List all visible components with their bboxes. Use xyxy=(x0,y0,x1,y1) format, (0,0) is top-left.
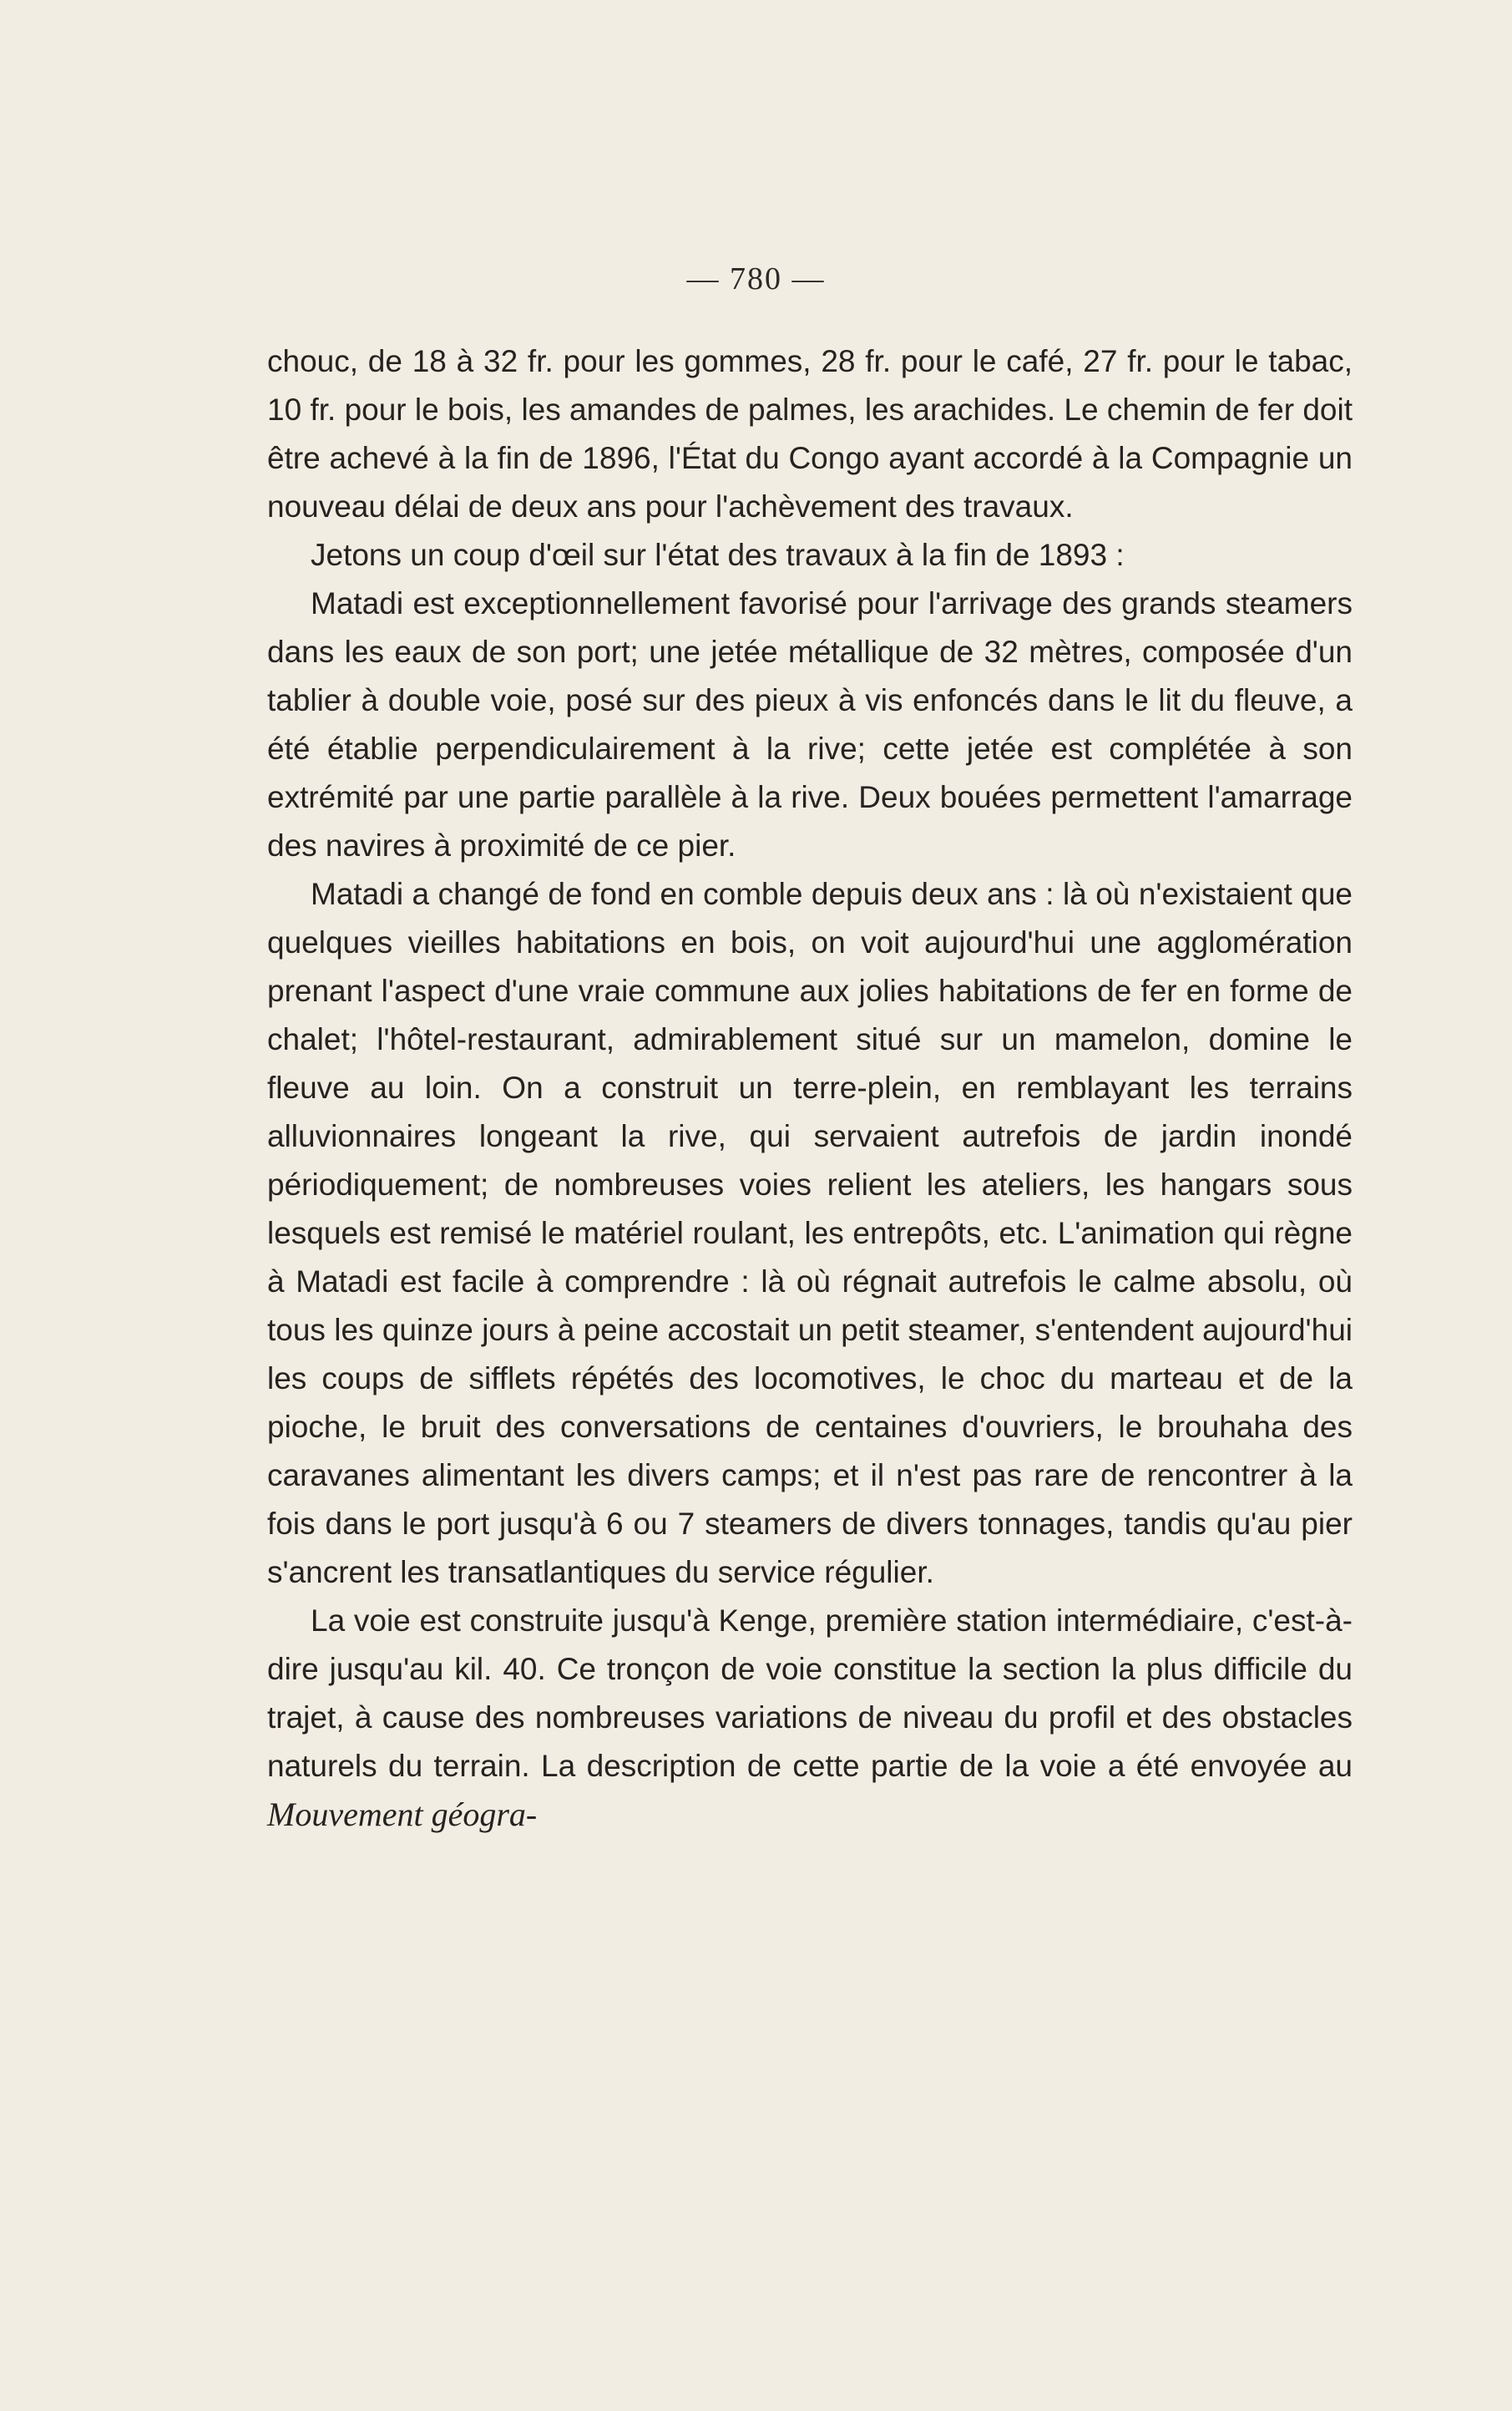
body-text xyxy=(267,337,1353,1840)
page-number: — 780 — xyxy=(686,261,826,296)
paragraph-2: Jetons un coup d'œil sur l'état des travaux à la fin de 1893 : xyxy=(311,538,1125,572)
paragraph-5-text: La voie est construite jusqu'à Kenge, première station intermédiaire, c'est-à-dire jusqu'au kil. 40. Ce tronçon de voie constitue la section la plus difficile du trajet, à cause des nombreuses variations de niveau du profil et des obstacles naturels du terrain. La description de cette partie de la voie a été envoyée au xyxy=(267,1603,1353,1783)
paragraph-1: chouc, de 18 à 32 fr. pour les gommes, 28 fr. pour le café, 27 fr. pour le tabac, 10 fr. pour le bois, les amandes de palmes, les arachides. Le chemin de fer doit être achevé à la fin de 1896, l'État du Congo ayant accordé à la Compagnie un nouveau délai de deux ans pour l'achèvement des travaux. xyxy=(267,344,1353,524)
paragraph-3: Matadi est exceptionnellement favorisé pour l'arrivage des grands steamers dans les eaux de son port; une jetée métallique de 32 mètres, composée d'un tablier à double voie, posé sur des pieux à vis enfoncés dans le lit du fleuve, a été établie perpendiculairement à la rive; cette jetée est complétée à son extrémité par une partie parallèle à la rive. Deux bouées permettent l'amarrage des navires à proximité de ce pier. xyxy=(267,586,1353,863)
paragraph-4: Matadi a changé de fond en comble depuis deux ans : là où n'existaient que quelques vieilles habitations en bois, on voit aujourd'hui une agglomération prenant l'aspect d'une vraie commune aux jolies habitations de fer en forme de chalet; l'hôtel-restaurant, admirablement situé sur un mamelon, domine le fleuve au loin. On a construit un terre-plein, en remblayant les terrains alluvionnaires longeant la rive, qui servaient autrefois de jardin inondé périodiquement; de nombreuses voies relient les ateliers, les hangars sous lesquels est remisé le matériel roulant, les entrepôts, etc. L'animation qui règne à Matadi est facile à comprendre : là où régnait autrefois le calme absolu, où tous les quinze jours à peine accostait un petit steamer, s'entendent aujourd'hui les coups de sifflets répétés des locomotives, le choc du marteau et de la pioche, le bruit des conversations de centaines d'ouvriers, le brouhaha des caravanes alimentant les divers camps; et il n'est pas rare de rencontrer à la fois dans le port jusqu'à 6 ou 7 steamers de divers tonnages, tandis qu'au pier s'ancrent les transatlantiques du service régulier. xyxy=(267,877,1353,1589)
paragraph-5 xyxy=(267,1597,1353,1840)
journal-title-italic: Mouvement géogra- xyxy=(267,1796,538,1833)
